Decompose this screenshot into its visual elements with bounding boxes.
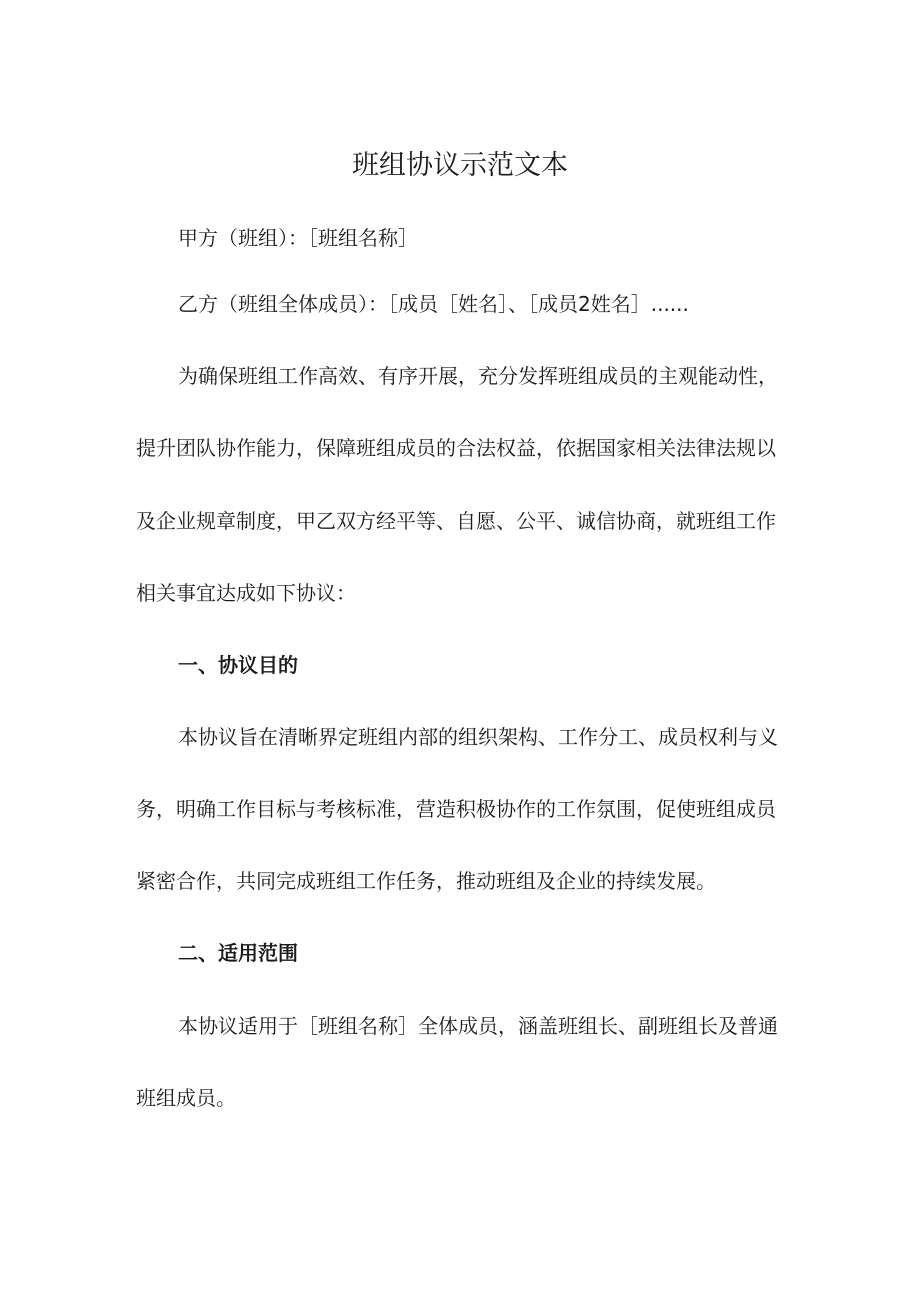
section-scope-line: 班组成员。 (136, 1086, 236, 1110)
preamble-line: 相关事宜达成如下协议： (136, 581, 356, 605)
party-a-line: 甲方（班组）：［班组名称］ (178, 226, 418, 250)
party-b-line: 乙方（班组全体成员）：［成员［姓名］、［成员2姓名］...... (178, 292, 689, 316)
section-purpose-line: 务，明确工作目标与考核标准，营造积极协作的工作氛围，促使班组成员 (136, 797, 776, 821)
section-scope-line: 本协议适用于［班组名称］全体成员，涵盖班组长、副班组长及普通 (178, 1014, 778, 1038)
section-heading-scope: 二、适用范围 (178, 941, 298, 965)
preamble-line: 提升团队协作能力，保障班组成员的合法权益，依据国家相关法律法规以 (136, 436, 776, 460)
preamble-line: 为确保班组工作高效、有序开展，充分发挥班组成员的主观能动性， (178, 364, 778, 388)
section-purpose-line: 本协议旨在清晰界定班组内部的组织架构、工作分工、成员权利与义 (178, 725, 778, 749)
document-title: 班组协议示范文本 (352, 150, 568, 181)
section-purpose-line: 紧密合作，共同完成班组工作任务，推动班组及企业的持续发展。 (136, 869, 716, 893)
preamble-line: 及企业规章制度，甲乙双方经平等、自愿、公平、诚信协商，就班组工作 (136, 509, 776, 533)
section-heading-purpose: 一、协议目的 (178, 653, 298, 677)
